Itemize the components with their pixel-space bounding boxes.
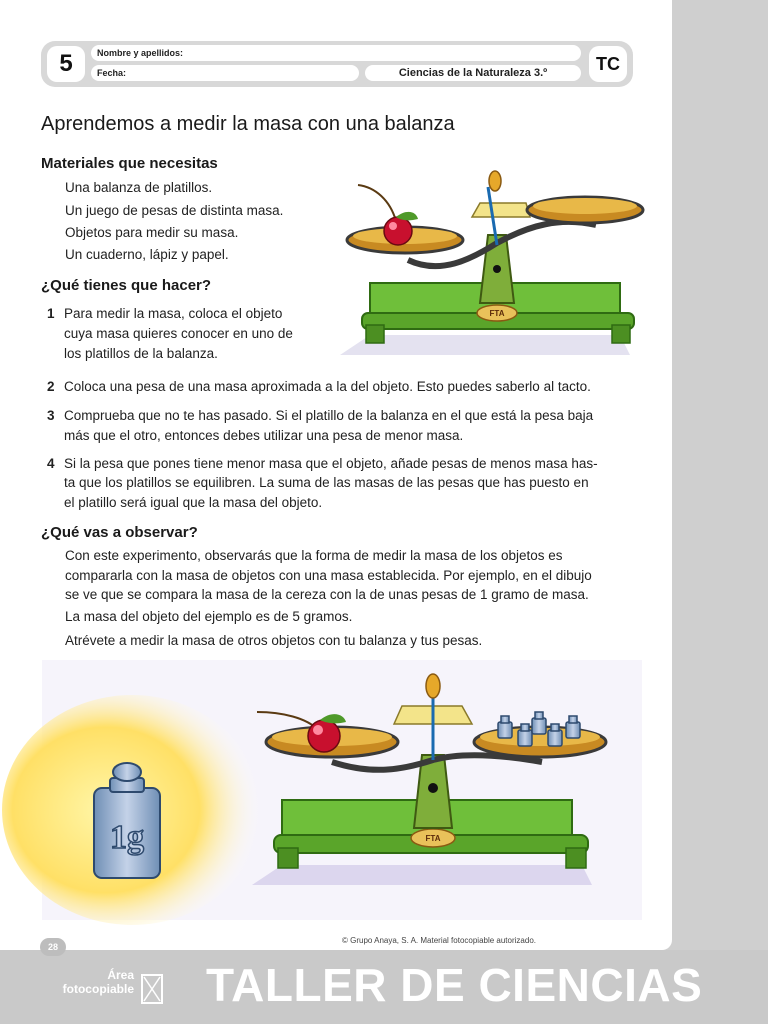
step-4-line: Si la pesa que pones tiene menor masa que el objeto, añade pesas de menos masa has- — [64, 456, 598, 471]
material-item: Un cuaderno, lápiz y papel. — [65, 247, 229, 262]
page-number: 28 — [40, 938, 66, 956]
copyright-note: © Grupo Anaya, S. A. Material fotocopiable autorizado. — [341, 936, 536, 945]
footer-title: TALLER DE CIENCIAS — [206, 959, 703, 1011]
material-item: Una balanza de platillos. — [65, 180, 213, 195]
observe-heading: ¿Qué vas a observar? — [41, 524, 198, 541]
unit-number: 5 — [47, 46, 85, 82]
step-1-line: los platillos de la balanza. — [64, 346, 218, 361]
balance-illustration-top — [330, 165, 650, 360]
step-number: 4 — [47, 456, 55, 471]
step-2-line: Coloca una pesa de una masa aproximada a la del objeto. Esto puedes saberlo al tacto. — [64, 379, 591, 394]
tc-badge: TC — [589, 46, 627, 82]
name-field[interactable]: Nombre y apellidos: — [91, 45, 581, 61]
observe-line: Atrévete a medir la masa de otros objetos con tu balanza y tus pesas. — [65, 633, 483, 648]
header-bar — [41, 41, 633, 87]
weight-label: 1g — [110, 819, 144, 856]
steps-heading: ¿Qué tienes que hacer? — [41, 277, 212, 294]
photocopy-icon — [140, 973, 164, 1005]
date-field[interactable]: Fecha: — [91, 65, 359, 81]
step-3-line: Comprueba que no te has pasado. Si el platillo de la balanza en el que está la pesa baja — [64, 408, 594, 423]
step-4-line: el platillo será igual que la masa del objeto. — [64, 495, 323, 510]
step-1-line: Para medir la masa, coloca el objeto — [64, 306, 283, 321]
step-number: 1 — [47, 306, 55, 321]
page-title: Aprendemos a medir la masa con una balanza — [41, 113, 455, 135]
balance-brand-label: FTA — [425, 834, 441, 843]
area-line: Área — [107, 968, 134, 982]
area-line: fotocopiable — [62, 982, 134, 996]
step-3-line: más que el otro, entonces debes utilizar una pesa de menor masa. — [64, 428, 464, 443]
balance-brand-label: FTA — [489, 309, 505, 318]
materials-heading: Materiales que necesitas — [41, 155, 218, 172]
balance-illustration-bottom — [42, 660, 642, 920]
step-1-line: cuya masa quieres conocer en uno de — [64, 326, 293, 341]
observe-line: se ve que se compara la masa de la cereza con la de unas pesas de 1 gramo de masa. — [65, 587, 589, 602]
step-number: 3 — [47, 408, 55, 423]
step-4-line: ta que los platillos se equilibren. La suma de las masas de las pesas que has puesto en — [64, 475, 589, 490]
material-item: Objetos para medir su masa. — [65, 225, 239, 240]
observe-line: compararla con la masa de objetos con una masa establecida. Por ejemplo, en el dibujo — [65, 568, 592, 583]
photocopy-area-label — [38, 968, 134, 996]
subject-label: Ciencias de la Naturaleza 3.º — [365, 65, 581, 81]
observe-line: Con este experimento, observarás que la forma de medir la masa de los objetos es — [65, 548, 563, 563]
observe-line: La masa del objeto del ejemplo es de 5 gramos. — [65, 609, 353, 624]
material-item: Un juego de pesas de distinta masa. — [65, 203, 284, 218]
step-number: 2 — [47, 379, 55, 394]
